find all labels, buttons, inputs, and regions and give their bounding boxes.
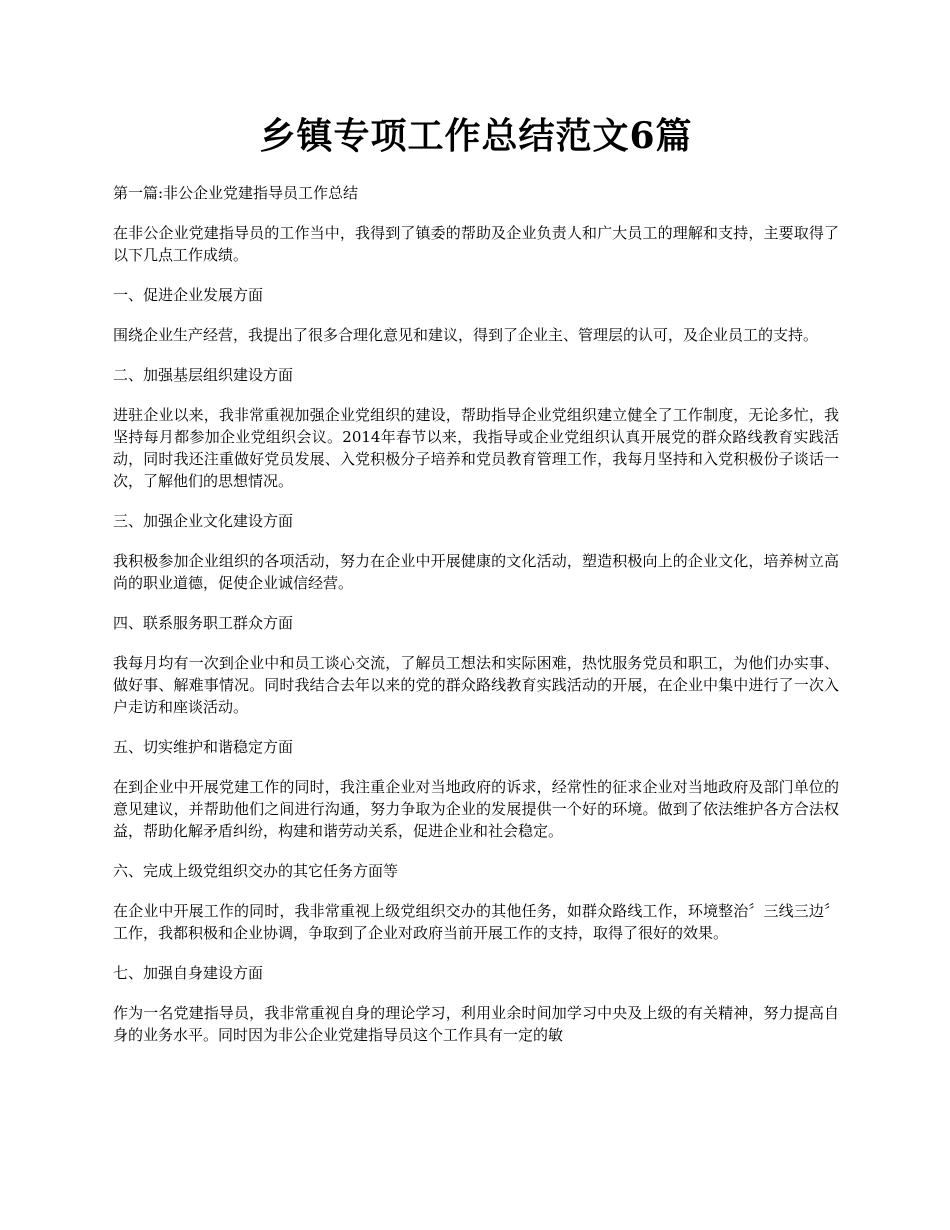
paragraph: 我每月均有一次到企业中和员工谈心交流，了解员工想法和实际困难，热忱服务党员和职工，为他们办实事、做好事、解难事情况。同时我结合去年以来的党的群众路线教育实践活动的开展，在企业中集中进行了一次入户走访和座谈活动。 <box>113 654 839 716</box>
section-heading: 六、完成上级党组织交办的其它任务方面等 <box>113 862 399 880</box>
paragraph: 在非公企业党建指导员的工作当中，我得到了镇委的帮助及企业负责人和广大员工的理解和支持，主要取得了以下几点工作成绩。 <box>113 224 839 264</box>
paragraph: 作为一名党建指导员，我非常重视自身的理论学习，利用业余时间加学习中央及上级的有关精神，努力提高自身的业务水平。同时因为非公企业党建指导员这个工作具有一定的敏 <box>113 1004 839 1044</box>
section-heading: 七、加强自身建设方面 <box>113 964 264 982</box>
paragraph: 在到企业中开展党建工作的同时，我注重企业对当地政府的诉求，经常性的征求企业对当地政府及部门单位的意见建议，并帮助他们之间进行沟通，努力争取为企业的发展提供一个好的环境。做到了依法维护各方合法权益，帮助化解矛盾纠纷，构建和谐劳动关系，促进企业和社会稳定。 <box>113 778 839 840</box>
document-page <box>113 108 839 1064</box>
paragraph: 在企业中开展工作的同时，我非常重视上级党组织交办的其他任务，如群众路线工作，环境整治〞三线三边〞工作，我都积极和企业协调，争取到了企业对政府当前开展工作的支持，取得了很好的效果。 <box>113 902 839 942</box>
section-heading: 三、加强企业文化建设方面 <box>113 512 294 530</box>
section-heading: 二、加强基层组织建设方面 <box>113 366 294 384</box>
paragraph: 进驻企业以来，我非常重视加强企业党组织的建设，帮助指导企业党组织建立健全了工作制度，无论多忙，我坚持每月都参加企业党组织会议。2014年春节以来，我指导或企业党组织认真开展党的群众路线教育实践活动，同时我还注重做好党员发展、入党积极分子培养和党员教育管理工作，我每月坚持和入党积极份子谈话一次，了解他们的思想情况。 <box>113 406 839 490</box>
paragraph: 围绕企业生产经营，我提出了很多合理化意见和建议，得到了企业主、管理层的认可，及企业员工的支持。 <box>113 326 819 344</box>
paragraph: 我积极参加企业组织的各项活动，努力在企业中开展健康的文化活动，塑造积极向上的企业文化，培养树立高尚的职业道德，促使企业诚信经营。 <box>113 552 839 592</box>
section-heading: 五、切实维护和谐稳定方面 <box>113 738 294 756</box>
document-title: 乡镇专项工作总结范文6篇 <box>259 115 693 157</box>
section-heading: 一、促进企业发展方面 <box>113 286 264 304</box>
section-heading: 四、联系服务职工群众方面 <box>113 614 294 632</box>
section-heading: 第一篇:非公企业党建指导员工作总结 <box>113 184 359 202</box>
